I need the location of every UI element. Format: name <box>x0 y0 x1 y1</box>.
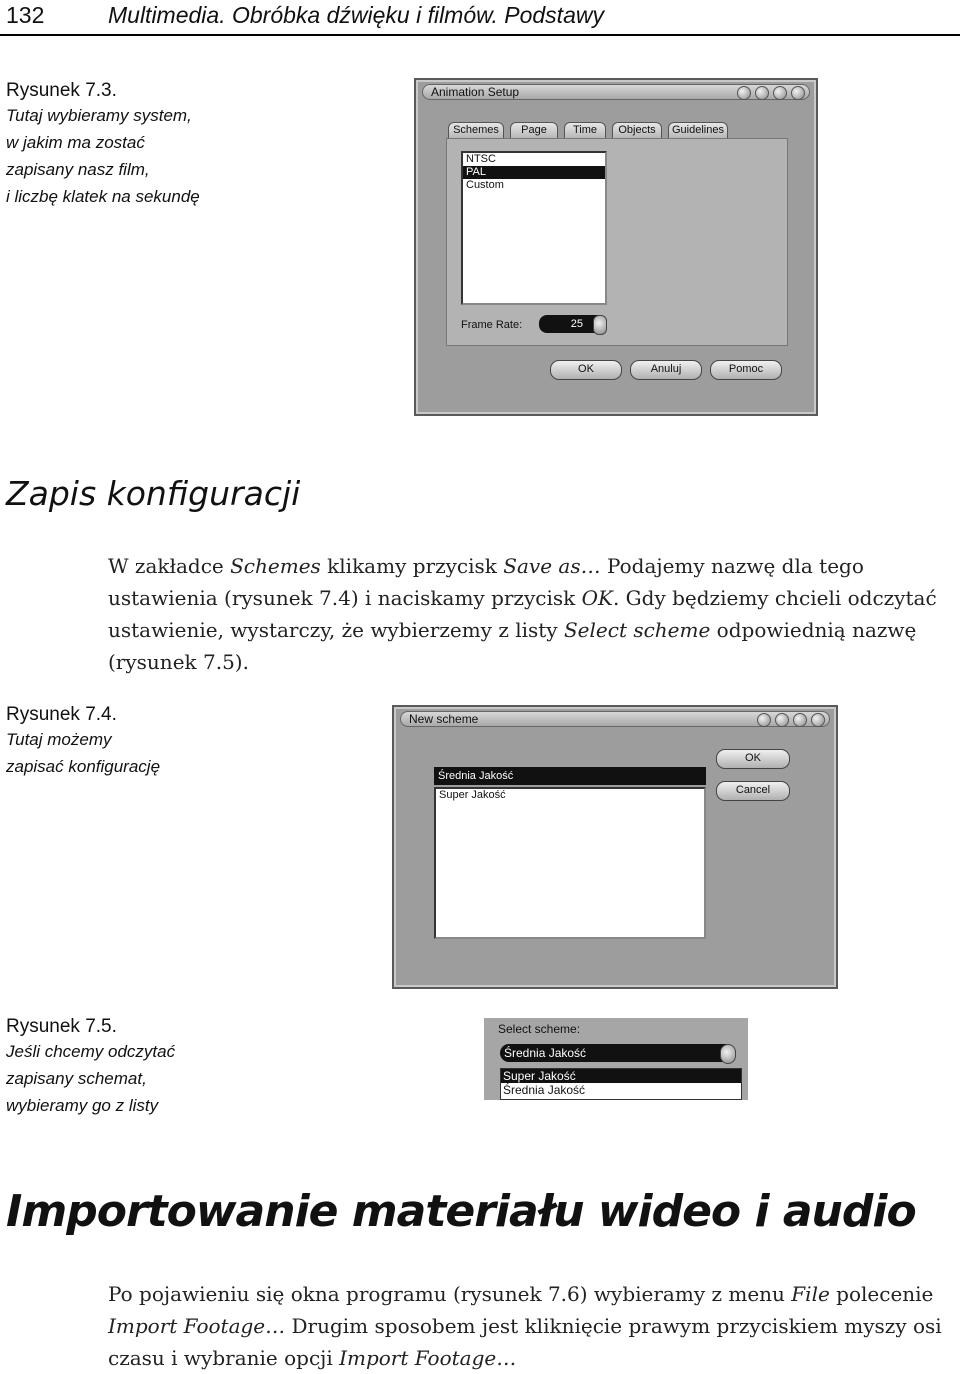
caption-number: Rysunek 7.5. <box>6 1016 117 1037</box>
figure-7-4-caption <box>6 704 246 780</box>
frame-rate-label: Frame Rate: <box>461 319 523 331</box>
header-rule <box>0 34 960 36</box>
page-header <box>0 0 960 40</box>
list-item[interactable]: Super Jakość <box>439 789 506 801</box>
tab-objects[interactable]: Objects <box>612 122 662 140</box>
caption-number: Rysunek 7.4. <box>6 704 117 725</box>
text-run-italic: Save as… <box>503 554 601 578</box>
maximize-icon[interactable] <box>773 86 787 100</box>
new-scheme-window <box>392 705 838 989</box>
window-controls <box>757 713 825 727</box>
text-run: klikamy przycisk <box>320 554 504 578</box>
text-run-italic: Import Footage… <box>108 1314 286 1338</box>
text-run: polecenie <box>829 1282 934 1306</box>
tab-time[interactable]: Time <box>564 122 606 140</box>
list-item[interactable]: NTSC <box>466 153 496 165</box>
dropdown-options <box>500 1068 742 1100</box>
text-run: odpowiednią nazwę (rysunek 7.5). <box>108 618 917 674</box>
maximize-icon[interactable] <box>793 713 807 727</box>
dropdown-arrow-icon[interactable] <box>720 1044 736 1064</box>
select-scheme-snippet <box>484 1018 748 1100</box>
caption-line: Tutaj możemy <box>6 730 112 749</box>
window-controls <box>737 86 805 100</box>
figure-7-5-caption <box>6 1016 266 1119</box>
select-scheme-label: Select scheme: <box>498 1022 581 1036</box>
scheme-name-input[interactable]: Średnia Jakość <box>434 767 706 785</box>
list-item[interactable]: Custom <box>466 179 504 191</box>
tab-guidelines[interactable]: Guidelines <box>668 122 728 140</box>
window-title: Animation Setup <box>431 85 520 99</box>
select-scheme-dropdown[interactable]: Średnia Jakość <box>500 1044 736 1062</box>
animation-setup-window <box>414 78 818 416</box>
scheme-list[interactable] <box>461 151 607 305</box>
cancel-button[interactable]: Anuluj <box>630 360 702 380</box>
tab-page[interactable]: Page <box>510 122 558 140</box>
text-run-italic: File <box>791 1282 830 1306</box>
help-icon[interactable] <box>737 86 751 100</box>
help-button[interactable]: Pomoc <box>710 360 782 380</box>
frame-rate-stepper[interactable] <box>593 315 607 335</box>
text-run-italic: Import Footage… <box>339 1346 517 1370</box>
text-run: Po pojawieniu się okna programu (rysunek 7.6) wybieramy z menu <box>108 1282 792 1306</box>
section-heading-zapis: Zapis konfiguracji <box>6 474 301 513</box>
section-heading-importowanie: Importowanie materiału wideo i audio <box>6 1186 916 1237</box>
caption-line: wybieramy go z listy <box>6 1096 159 1115</box>
dropdown-option[interactable]: Średnia Jakość <box>503 1083 586 1097</box>
frame-rate-input[interactable]: 25 <box>539 315 605 333</box>
window-titlebar <box>400 711 830 727</box>
text-run-italic: OK <box>581 586 613 610</box>
list-item-selected[interactable]: PAL <box>463 166 605 179</box>
cancel-button[interactable]: Cancel <box>716 781 790 801</box>
window-title: New scheme <box>409 712 479 726</box>
text-run: Drugim sposobem jest kliknięcie prawym przyciskiem myszy osi czasu i wybranie opcji <box>108 1314 942 1370</box>
section-1-paragraph <box>108 550 954 678</box>
dropdown-option-highlighted[interactable]: Super Jakość <box>501 1069 741 1083</box>
caption-line: w jakim ma zostać <box>6 133 145 152</box>
figure-7-3-caption <box>6 80 246 210</box>
caption-line: zapisany nasz film, <box>6 160 150 179</box>
caption-line: zapisać konfigurację <box>6 757 161 776</box>
text-run: Podajemy nazwę dla tego ustawienia (rysunek 7.4) i naciskamy przycisk <box>108 554 864 610</box>
help-icon[interactable] <box>757 713 771 727</box>
ok-button[interactable]: OK <box>716 749 790 769</box>
schemes-panel <box>446 138 788 346</box>
scheme-list[interactable] <box>434 787 706 939</box>
caption-line: Tutaj wybieramy system, <box>6 106 192 125</box>
text-run-italic: Schemes <box>230 554 321 578</box>
running-title: Multimedia. Obróbka dźwięku i filmów. Podstawy <box>108 2 604 28</box>
minimize-icon[interactable] <box>775 713 789 727</box>
close-icon[interactable] <box>811 713 825 727</box>
close-icon[interactable] <box>791 86 805 100</box>
window-titlebar <box>422 84 810 100</box>
caption-line: zapisany schemat, <box>6 1069 147 1088</box>
text-run-italic: Select scheme <box>563 618 711 642</box>
page-number: 132 <box>6 2 45 28</box>
minimize-icon[interactable] <box>755 86 769 100</box>
caption-line: Jeśli chcemy odczytać <box>6 1042 176 1061</box>
section-2-paragraph <box>108 1278 954 1374</box>
ok-button[interactable]: OK <box>550 360 622 380</box>
text-run: W zakładce <box>108 554 231 578</box>
text-run: . Gdy będziemy chcieli odczytać ustawienie, wystarczy, że wybierzemy z listy <box>108 586 937 642</box>
caption-line: i liczbę klatek na sekundę <box>6 187 200 206</box>
tab-schemes[interactable]: Schemes <box>448 122 504 140</box>
caption-number: Rysunek 7.3. <box>6 80 117 101</box>
